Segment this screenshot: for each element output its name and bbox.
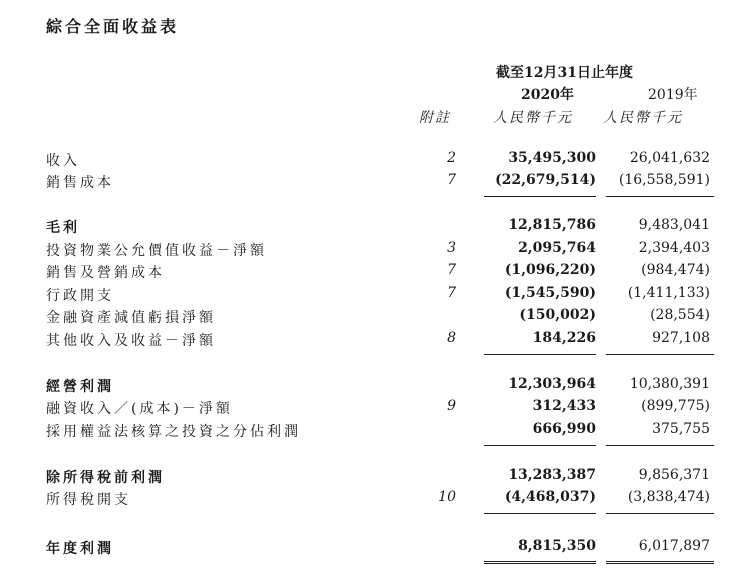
year-2019-header: 2019年 <box>648 87 698 103</box>
table-row <box>0 262 740 284</box>
table-row <box>0 150 740 172</box>
row-label: 其他收入及收益－淨額 <box>46 333 216 349</box>
row-note: 10 <box>438 489 456 505</box>
table-row <box>0 376 740 398</box>
row-value-2019: (28,554) <box>650 307 710 323</box>
row-label: 銷售及營銷成本 <box>46 265 165 281</box>
currency-2020-header: 人民幣千元 <box>493 110 573 126</box>
row-label: 金融資產減值虧損淨額 <box>46 310 216 326</box>
row-value-2020: 35,495,300 <box>508 150 596 166</box>
subtotal-rule <box>606 445 714 446</box>
row-value-2020: 2,095,764 <box>518 240 596 256</box>
table-row <box>0 217 740 239</box>
table-row <box>0 489 740 511</box>
row-label: 經營利潤 <box>46 379 114 395</box>
row-value-2019: (899,775) <box>641 398 710 414</box>
table-row <box>0 240 740 262</box>
period-header: 截至12月31日止年度 <box>496 65 633 81</box>
row-value-2019: (1,411,133) <box>627 285 710 301</box>
row-value-2020: 12,815,786 <box>508 217 596 233</box>
row-value-2019: (984,474) <box>641 262 710 278</box>
row-value-2020: (1,545,590) <box>504 285 596 301</box>
row-value-2020: 13,283,387 <box>508 467 596 483</box>
row-note: 7 <box>447 262 456 278</box>
year-2020-header: 2020年 <box>521 87 574 103</box>
table-row <box>0 307 740 329</box>
row-value-2020: 312,433 <box>532 398 596 414</box>
row-value-2020: 184,226 <box>532 330 596 346</box>
row-value-2019: (16,558,591) <box>618 172 710 188</box>
statement-title: 綜合全面收益表 <box>46 17 180 36</box>
row-label: 採用權益法核算之投資之分佔利潤 <box>46 424 301 440</box>
subtotal-rule <box>484 354 596 355</box>
row-label: 行政開支 <box>46 288 114 304</box>
row-value-2019: (3,838,474) <box>627 489 710 505</box>
total-double-rule <box>606 561 714 564</box>
row-value-2019: 9,483,041 <box>638 217 710 233</box>
row-value-2019: 9,856,371 <box>638 467 710 483</box>
table-row <box>0 398 740 420</box>
table-row <box>0 330 740 352</box>
currency-2019-header: 人民幣千元 <box>603 110 683 126</box>
row-label: 除所得稅前利潤 <box>46 470 165 486</box>
row-label: 收入 <box>46 153 80 169</box>
row-label: 銷售成本 <box>46 175 114 191</box>
subtotal-rule <box>484 513 596 514</box>
row-value-2020: (1,096,220) <box>504 262 596 278</box>
notes-column-header: 附註 <box>419 110 451 126</box>
row-note: 7 <box>447 285 456 301</box>
table-row <box>0 538 740 560</box>
row-value-2019: 6,017,897 <box>638 538 710 554</box>
row-label: 投資物業公允價值收益－淨額 <box>46 243 267 259</box>
row-note: 3 <box>447 240 456 256</box>
subtotal-rule <box>606 354 714 355</box>
row-value-2019: 26,041,632 <box>629 150 710 166</box>
subtotal-rule <box>484 196 596 197</box>
row-value-2020: (150,002) <box>519 307 596 323</box>
row-value-2020: 12,303,964 <box>508 376 596 392</box>
row-value-2019: 10,380,391 <box>629 376 710 392</box>
row-label: 毛利 <box>46 220 80 236</box>
table-row <box>0 421 740 443</box>
row-note: 2 <box>447 150 456 166</box>
table-row <box>0 285 740 307</box>
subtotal-rule <box>484 445 596 446</box>
row-value-2019: 927,108 <box>652 330 710 346</box>
row-value-2020: (22,679,514) <box>495 172 596 188</box>
row-value-2020: 666,990 <box>532 421 596 437</box>
row-value-2020: (4,468,037) <box>504 489 596 505</box>
subtotal-rule <box>606 196 714 197</box>
row-value-2019: 375,755 <box>652 421 710 437</box>
subtotal-rule <box>606 513 714 514</box>
row-note: 8 <box>447 330 456 346</box>
row-label: 年度利潤 <box>46 541 114 557</box>
row-label: 融資收入／(成本)－淨額 <box>46 401 233 417</box>
total-double-rule <box>484 561 596 564</box>
row-note: 9 <box>447 398 456 414</box>
row-value-2020: 8,815,350 <box>518 538 596 554</box>
table-row <box>0 172 740 194</box>
row-value-2019: 2,394,403 <box>638 240 710 256</box>
row-note: 7 <box>447 172 456 188</box>
row-label: 所得稅開支 <box>46 492 131 508</box>
table-row <box>0 467 740 489</box>
